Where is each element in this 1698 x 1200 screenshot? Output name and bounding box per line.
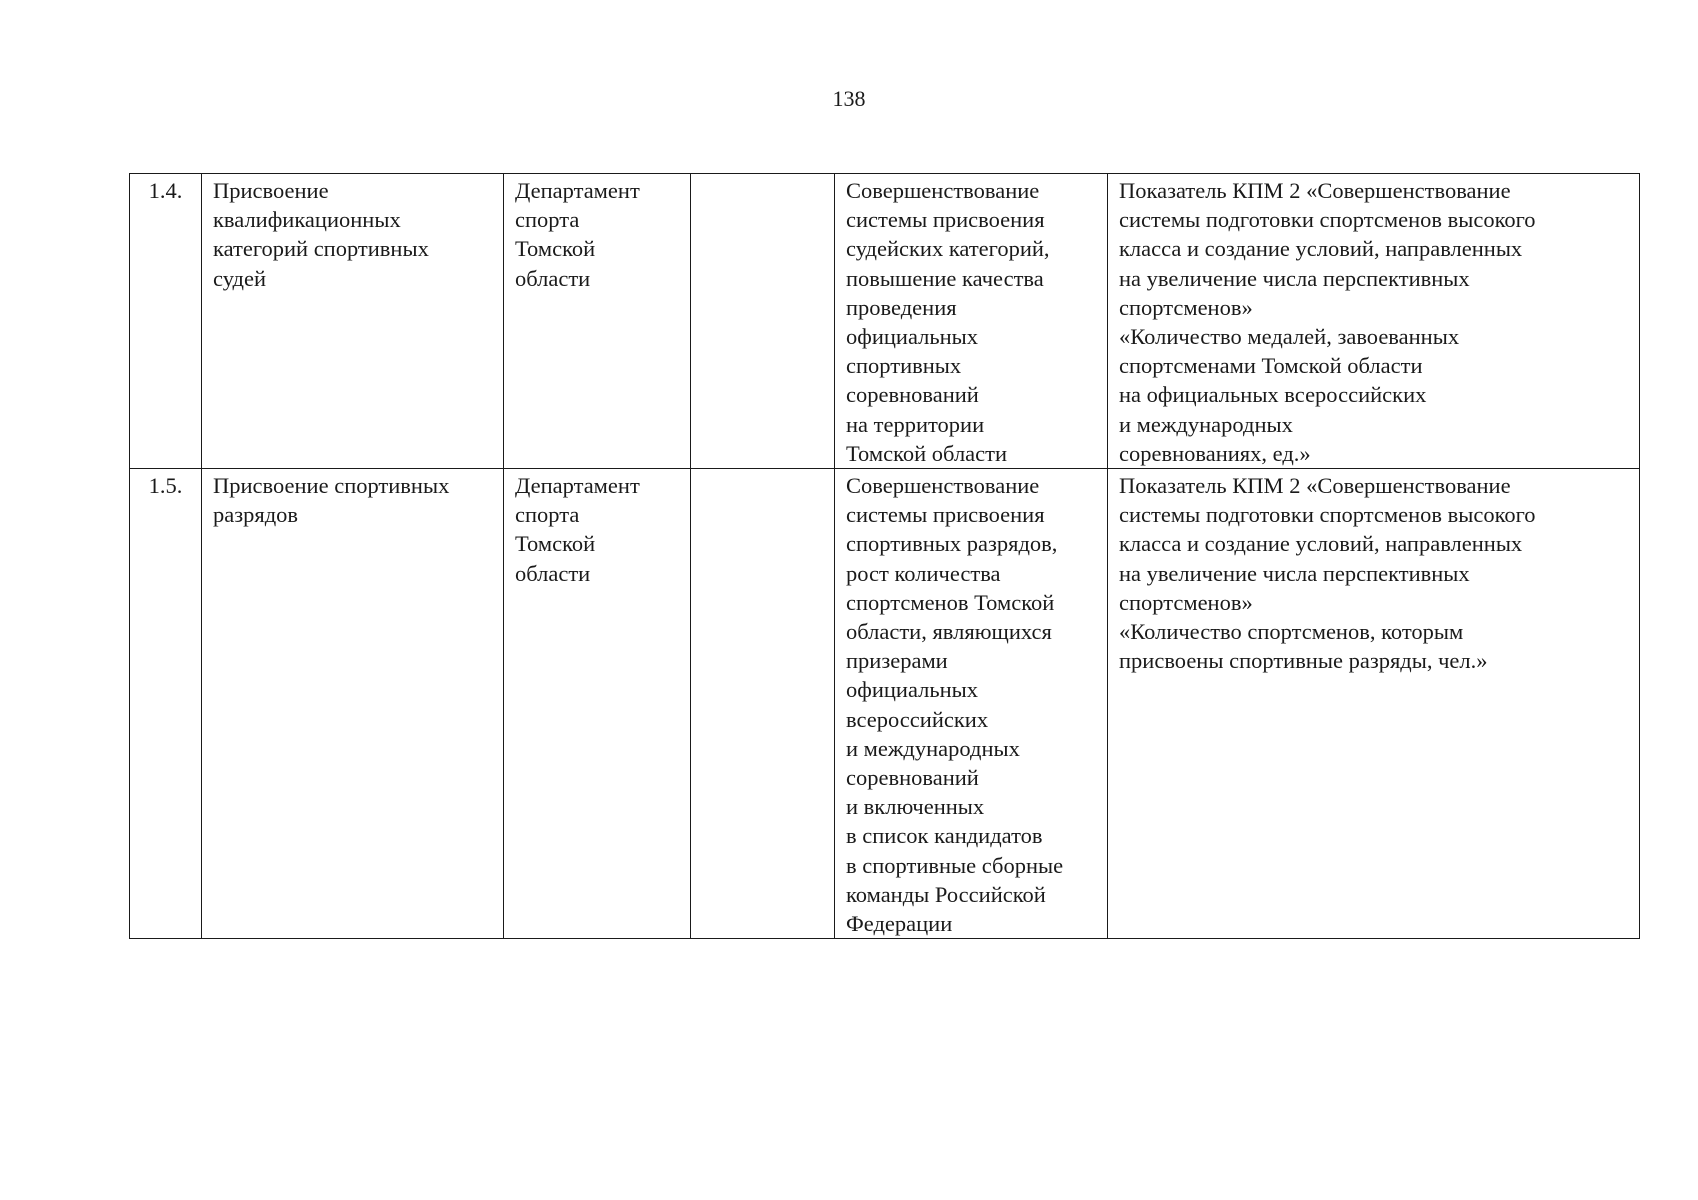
empty-cell (691, 174, 835, 469)
expected-result-cell: Совершенствование системы присвоения спортивных разрядов, рост количества спортсменов Томской области, являющихся призерами официальных всероссийских и международных соревнований и включенных в список кандидатов в спортивные сборные команды Российской Федерации (835, 469, 1108, 939)
expected-result-cell: Совершенствование системы присвоения судейских категорий, повышение качества проведения официальных спортивных соревнований на территории Томской области (835, 174, 1108, 469)
indicator-cell: Показатель КПМ 2 «Совершенствование системы подготовки спортсменов высокого класса и создание условий, направленных на увеличение числа перспективных спортсменов» «Количество спортсменов, которым присвоены спортивные разряды, чел.» (1108, 469, 1640, 939)
row-number-cell: 1.4. (130, 174, 202, 469)
measure-name-cell: Присвоение спортивных разрядов (202, 469, 504, 939)
indicator-cell: Показатель КПМ 2 «Совершенствование системы подготовки спортсменов высокого класса и создание условий, направленных на увеличение числа перспективных спортсменов» «Количество медалей, завоеванных спортсменами Томской области на официальных всероссийских и международных соревнованиях, ед.» (1108, 174, 1640, 469)
measure-name-cell: Присвоение квалификационных категорий спортивных судей (202, 174, 504, 469)
executor-cell: Департамент спорта Томской области (504, 469, 691, 939)
row-number-cell: 1.5. (130, 469, 202, 939)
empty-cell (691, 469, 835, 939)
page-number: 138 (832, 86, 866, 111)
measures-table (129, 173, 1640, 939)
executor-cell: Департамент спорта Томской области (504, 174, 691, 469)
table-row (130, 174, 1640, 469)
table-row (130, 469, 1640, 939)
